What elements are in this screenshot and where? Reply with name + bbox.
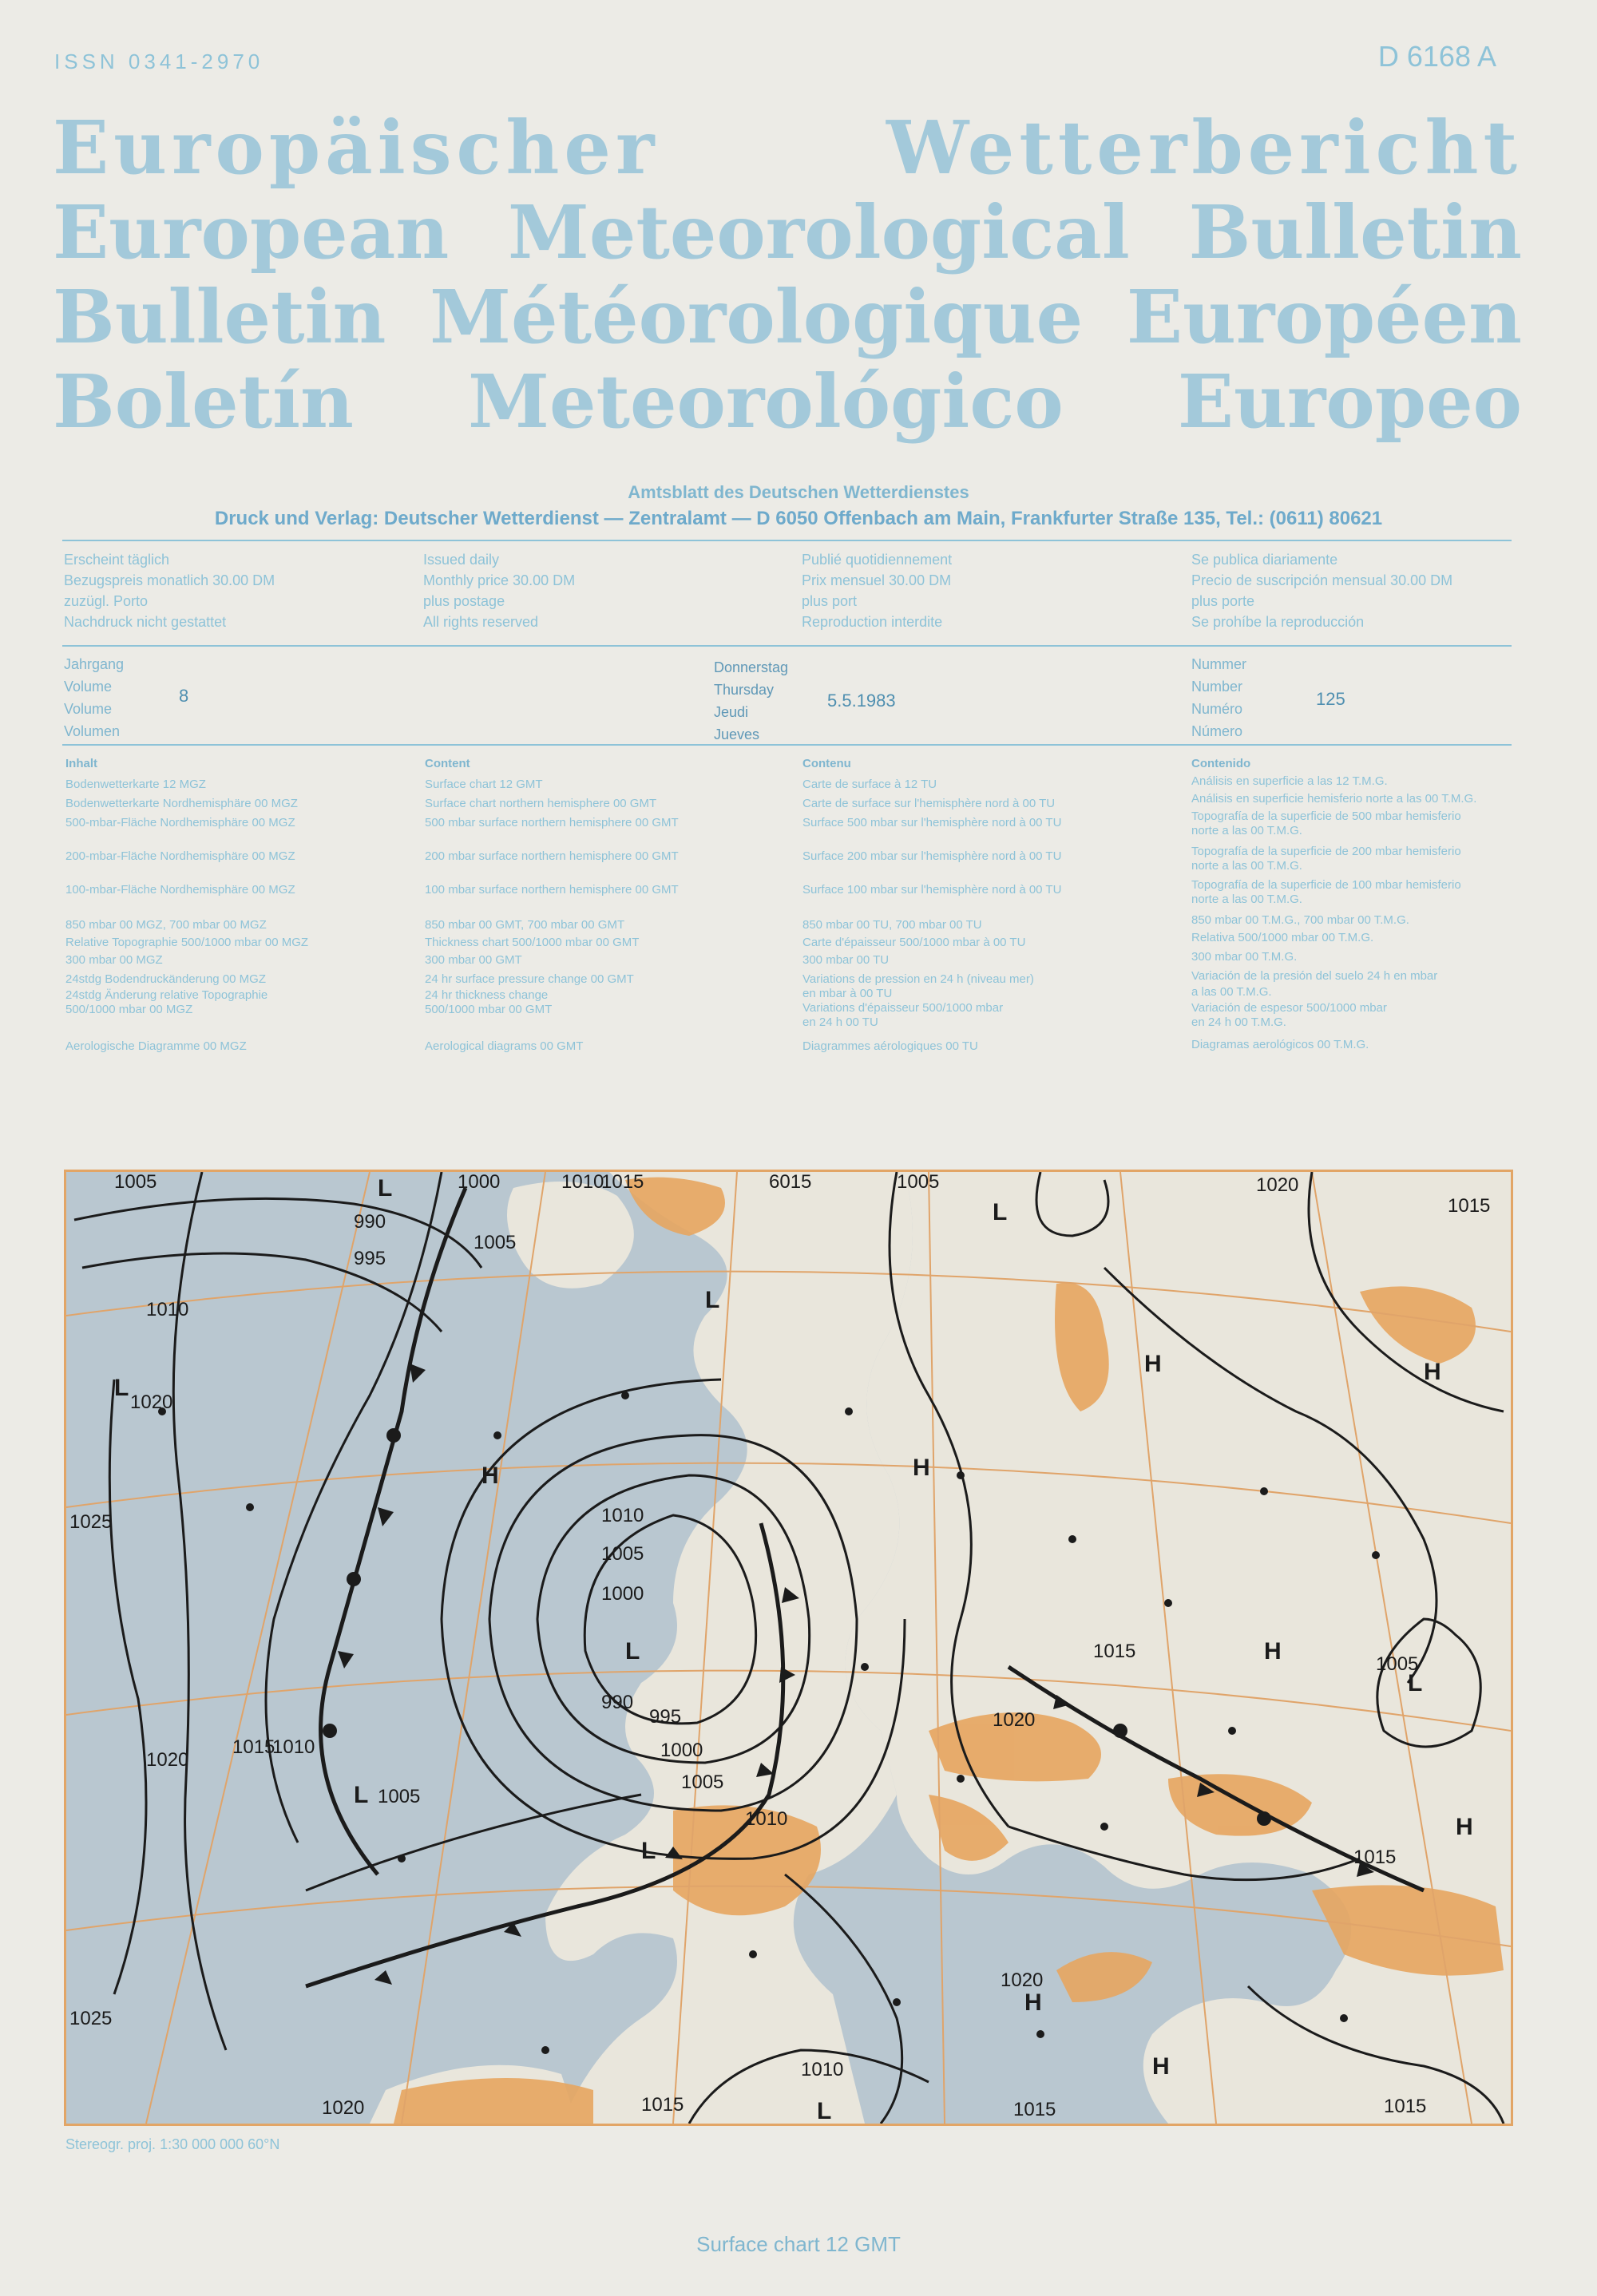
contents-item: Aerologische Diagramme 00 MGZ xyxy=(65,1039,247,1053)
isobar-label: 1005 xyxy=(114,1172,157,1193)
station-dot xyxy=(1260,1487,1268,1495)
station-dot xyxy=(493,1431,501,1439)
contents-item: 24 hr surface pressure change 00 GMT xyxy=(425,972,634,986)
isobar-label: 1005 xyxy=(474,1232,517,1253)
low-pressure-center: L xyxy=(993,1199,1008,1225)
occluded-front-triangle xyxy=(378,1507,394,1526)
isobar xyxy=(82,1253,442,1332)
isobar xyxy=(109,1380,146,1994)
isobar-label: 1025 xyxy=(69,1511,113,1533)
contents-item: Carte d'épaisseur 500/1000 mbar à 00 TU xyxy=(802,936,1026,949)
contents-item: Surface 200 mbar sur l'hemisphère nord à 00 TU xyxy=(802,849,1062,863)
high-pressure-center: H xyxy=(1152,2053,1170,2080)
volume-label: Jahrgang xyxy=(64,656,125,672)
contents-item: Surface 100 mbar sur l'hemisphère nord à 00 TU xyxy=(802,883,1062,897)
warm-front-semicircle xyxy=(347,1572,361,1586)
low-pressure-center: L xyxy=(641,1838,656,1864)
issn: ISSN 0341-2970 xyxy=(54,49,264,73)
contents-item: norte a las 00 T.M.G. xyxy=(1191,893,1302,906)
isobar-label: 1025 xyxy=(69,2008,113,2029)
contents-item: a las 00 T.M.G. xyxy=(1191,985,1272,999)
subscription-text: plus porte xyxy=(1191,593,1255,609)
contents-item: Aerological diagrams 00 GMT xyxy=(425,1039,584,1053)
document-number: D 6168 A xyxy=(1377,40,1496,73)
contents-item: norte a las 00 T.M.G. xyxy=(1191,859,1302,873)
subscription-text: plus port xyxy=(802,593,858,609)
low-pressure-center: L xyxy=(625,1638,640,1665)
occluded-front-triangle xyxy=(410,1364,426,1383)
contents-item: norte a las 00 T.M.G. xyxy=(1191,824,1302,837)
contents-heading: Content xyxy=(425,757,470,770)
occluded-front-triangle xyxy=(338,1651,354,1669)
subscription-text: Se prohíbe la reproducción xyxy=(1191,614,1365,630)
contents-item: 300 mbar 00 T.M.G. xyxy=(1191,950,1298,964)
contents-item: 200-mbar-Fläche Nordhemisphäre 00 MGZ xyxy=(65,849,295,863)
volume-value: 8 xyxy=(179,686,189,706)
map-caption: Surface chart 12 GMT xyxy=(696,2232,901,2256)
subscription-text: plus postage xyxy=(423,593,505,609)
title-word: Europeo xyxy=(1177,358,1522,445)
high-pressure-center: H xyxy=(481,1463,499,1489)
isobar-label: 1005 xyxy=(1376,1653,1419,1675)
issue-date: 5.5.1983 xyxy=(827,691,896,711)
warm-front-semicircle xyxy=(1257,1811,1271,1826)
high-pressure-center: H xyxy=(1024,1989,1042,2016)
contents-item: 850 mbar 00 T.M.G., 700 mbar 00 T.M.G. xyxy=(1191,913,1409,927)
contents-item: Thickness chart 500/1000 mbar 00 GMT xyxy=(425,936,640,949)
isobar-label: 1005 xyxy=(897,1172,940,1193)
station-dot xyxy=(1036,2030,1044,2038)
isobar-label: 1020 xyxy=(130,1391,173,1413)
terrain-greece xyxy=(1056,1952,1152,2002)
station-dot xyxy=(861,1663,869,1671)
isobar-label: 1020 xyxy=(993,1709,1036,1731)
day-label: Jueves xyxy=(714,726,760,742)
contents-item: Variación de la presión del suelo 24 h en mbar xyxy=(1191,969,1438,983)
isobar-label: 1015 xyxy=(232,1736,275,1758)
contents-item: en 24 h 00 TU xyxy=(802,1015,878,1029)
contents-item: Surface chart northern hemisphere 00 GMT xyxy=(425,797,657,810)
station-dot xyxy=(1164,1599,1172,1607)
subscription-text: zuzügl. Porto xyxy=(64,593,149,609)
issue-number: 125 xyxy=(1316,689,1345,709)
subscription-text: Bezugspreis monatlich 30.00 DM xyxy=(64,572,275,588)
title-word: Wetterbericht xyxy=(886,105,1522,191)
title-word: Bulletin xyxy=(1188,189,1522,275)
subscription-text: Precio de suscripción mensual 30.00 DM xyxy=(1191,572,1453,588)
subscription-text: Reproduction interdite xyxy=(802,614,943,630)
low-pressure-center: L xyxy=(114,1375,129,1401)
surface-weather-map xyxy=(64,1170,1513,2126)
subscription-text: Publié quotidiennement xyxy=(802,552,953,568)
contents-item: Relativa 500/1000 mbar 00 T.M.G. xyxy=(1191,931,1374,944)
isobar-label: 1015 xyxy=(1093,1641,1136,1662)
title-word: Meteorological xyxy=(508,189,1130,275)
station-dot xyxy=(845,1407,853,1415)
contents-item: 850 mbar 00 GMT, 700 mbar 00 GMT xyxy=(425,918,625,932)
isobar-label: 6015 xyxy=(769,1172,812,1193)
high-pressure-center: H xyxy=(1424,1359,1441,1385)
contents-item: 100-mbar-Fläche Nordhemisphäre 00 MGZ xyxy=(65,883,295,897)
station-dot xyxy=(1068,1535,1076,1543)
high-pressure-center: H xyxy=(1144,1351,1162,1377)
isobar-label: 1010 xyxy=(745,1808,788,1830)
station-dot xyxy=(957,1471,965,1479)
station-dot xyxy=(246,1503,254,1511)
terrain-anatolia xyxy=(1312,1885,1504,1975)
contents-item: 850 mbar 00 TU, 700 mbar 00 TU xyxy=(802,918,982,932)
isobar-label: 1010 xyxy=(601,1505,644,1526)
day-label: Donnerstag xyxy=(714,659,789,675)
contents-table xyxy=(0,0,1597,1118)
contents-item: Carte de surface à 12 TU xyxy=(802,778,937,791)
isobar-label: 1015 xyxy=(641,2094,684,2116)
contents-item: Diagramas aerológicos 00 T.M.G. xyxy=(1191,1038,1369,1051)
isobar-label: 1015 xyxy=(1353,1847,1397,1868)
volume-label: Volumen xyxy=(64,723,121,739)
low-pressure-center: L xyxy=(354,1782,369,1808)
contents-item: Topografía de la superficie de 200 mbar hemisferio xyxy=(1191,845,1461,858)
subscription-text: Issued daily xyxy=(423,552,500,568)
contents-item: Bodenwetterkarte 12 MGZ xyxy=(65,778,206,791)
contents-item: 24stdg Änderung relative Topographie xyxy=(65,988,268,1002)
title-word: Européen xyxy=(1126,274,1522,360)
day-label: Thursday xyxy=(714,682,775,698)
contents-item: Carte de surface sur l'hemisphère nord à 00 TU xyxy=(802,797,1056,810)
contents-item: en 24 h 00 T.M.G. xyxy=(1191,1015,1286,1029)
station-dot xyxy=(1372,1551,1380,1559)
station-dot xyxy=(398,1855,406,1863)
subscription-text: Erscheint täglich xyxy=(64,552,170,568)
contents-heading: Contenido xyxy=(1191,757,1251,770)
day-label: Jeudi xyxy=(714,704,749,720)
map-svg xyxy=(66,1172,1511,2124)
station-dot xyxy=(893,1998,901,2006)
subscription-text: Prix mensuel 30.00 DM xyxy=(802,572,952,588)
subscription-text: Se publica diariamente xyxy=(1191,552,1338,568)
contents-item: Bodenwetterkarte Nordhemisphäre 00 MGZ xyxy=(65,797,298,810)
title-word: Boletín xyxy=(53,358,354,445)
contents-item: Topografía de la superficie de 500 mbar hemisferio xyxy=(1191,810,1461,823)
isobar-label: 1015 xyxy=(1013,2099,1056,2120)
station-dot xyxy=(541,2046,549,2054)
contents-item: 24 hr thickness change xyxy=(425,988,549,1002)
contents-item: Variación de espesor 500/1000 mbar xyxy=(1191,1001,1387,1015)
isobar-label: 1020 xyxy=(146,1749,189,1771)
contents-item: Relative Topographie 500/1000 mbar 00 MGZ xyxy=(65,936,309,949)
title-word: Bulletin xyxy=(53,274,386,360)
contents-item: 300 mbar 00 TU xyxy=(802,953,890,967)
station-dot xyxy=(749,1950,757,1958)
volume-label: Volume xyxy=(64,701,113,717)
subscription-text: Monthly price 30.00 DM xyxy=(423,572,576,588)
low-pressure-center: L xyxy=(705,1287,720,1313)
contents-heading: Contenu xyxy=(802,757,851,770)
low-pressure-center: L xyxy=(378,1175,393,1201)
contents-item: Análisis en superficie hemisferio norte a las 00 T.M.G. xyxy=(1191,792,1477,806)
isobar-label: 990 xyxy=(601,1692,634,1713)
isobar-label: 1000 xyxy=(601,1583,644,1605)
contents-item: 200 mbar surface northern hemisphere 00 GMT xyxy=(425,849,679,863)
isobar-label: 995 xyxy=(649,1706,682,1728)
isobar-label: 1005 xyxy=(681,1771,724,1793)
title-word: Météorologique xyxy=(430,274,1084,360)
contents-item: 850 mbar 00 MGZ, 700 mbar 00 MGZ xyxy=(65,918,267,932)
contents-item: 24stdg Bodendruckänderung 00 MGZ xyxy=(65,972,266,986)
high-pressure-center: H xyxy=(913,1455,930,1481)
title-word: Meteorológico xyxy=(468,358,1064,445)
amtsblatt-line: Amtsblatt des Deutschen Wetterdienstes xyxy=(628,482,969,502)
contents-item: Surface 500 mbar sur l'hemisphère nord à 00 TU xyxy=(802,816,1062,829)
number-label: Number xyxy=(1191,679,1243,695)
contents-item: Análisis en superficie a las 12 T.M.G. xyxy=(1191,774,1388,788)
warm-front-semicircle xyxy=(1113,1724,1127,1738)
contents-item: 500 mbar surface northern hemisphere 00 GMT xyxy=(425,816,679,829)
isobar-label: 990 xyxy=(354,1211,386,1233)
number-label: Numéro xyxy=(1191,701,1243,717)
publisher-line: Druck und Verlag: Deutscher Wetterdienst — Zentralamt — D 6050 Offenbach am Main, Frankfurter Straße 135, Tel.: (0611) 80621 xyxy=(214,508,1383,529)
title-word: European xyxy=(53,189,450,275)
low-pressure-center: L xyxy=(817,2098,832,2124)
title-word: Europäischer xyxy=(53,105,660,191)
contents-item: 500/1000 mbar 00 GMT xyxy=(425,1003,553,1016)
number-label: Nummer xyxy=(1191,656,1247,672)
number-label: Número xyxy=(1191,723,1243,739)
contents-item: Diagrammes aérologiques 00 TU xyxy=(802,1039,978,1053)
contents-item: 100 mbar surface northern hemisphere 00 GMT xyxy=(425,883,679,897)
contents-item: en mbar à 00 TU xyxy=(802,987,893,1000)
map-projection-note: Stereogr. proj. 1:30 000 000 60°N xyxy=(65,2136,280,2152)
contents-item: 500/1000 mbar 00 MGZ xyxy=(65,1003,193,1016)
isobar-label: 1020 xyxy=(1001,1969,1044,1991)
contents-item: Variations d'épaisseur 500/1000 mbar xyxy=(802,1001,1004,1015)
station-dot xyxy=(1100,1823,1108,1831)
station-dot xyxy=(957,1775,965,1783)
isobar-label: 1010 xyxy=(146,1299,189,1320)
contents-item: 500-mbar-Fläche Nordhemisphäre 00 MGZ xyxy=(65,816,295,829)
contents-item: 300 mbar 00 GMT xyxy=(425,953,522,967)
contents-item: Variations de pression en 24 h (niveau mer) xyxy=(802,972,1034,986)
isobar-label: 1015 xyxy=(601,1172,644,1193)
isobar-label: 1000 xyxy=(660,1740,703,1761)
warm-front-semicircle xyxy=(386,1428,401,1443)
station-dot xyxy=(1340,2014,1348,2022)
subscription-text: Nachdruck nicht gestattet xyxy=(64,614,227,630)
isobar-label: 1015 xyxy=(1384,2096,1427,2117)
contents-heading: Inhalt xyxy=(65,757,97,770)
contents-item: 300 mbar 00 MGZ xyxy=(65,953,163,967)
isobar-label: 1015 xyxy=(1448,1195,1491,1217)
contents-item: Topografía de la superficie de 100 mbar hemisferio xyxy=(1191,878,1461,892)
isobar-label: 1010 xyxy=(272,1736,315,1758)
isobar-label: 995 xyxy=(354,1248,386,1269)
warm-front-semicircle xyxy=(323,1724,337,1738)
isobar-label: 1005 xyxy=(601,1543,644,1565)
volume-label: Volume xyxy=(64,679,113,695)
isobar-label: 1020 xyxy=(1256,1174,1299,1196)
cold-front-triangle xyxy=(374,1970,392,1985)
isobar-label: 1000 xyxy=(458,1172,501,1193)
isobar-label: 1010 xyxy=(801,2059,844,2080)
high-pressure-center: H xyxy=(1264,1638,1282,1665)
isobar-label: 1010 xyxy=(561,1172,604,1193)
isobar-label: 1005 xyxy=(378,1786,421,1807)
isobar xyxy=(74,1198,481,1268)
isobar-label: 1020 xyxy=(322,2097,365,2119)
low-pressure-center: L xyxy=(1408,1670,1423,1696)
high-pressure-center: H xyxy=(1456,1814,1473,1840)
station-dot xyxy=(1228,1727,1236,1735)
subscription-text: All rights reserved xyxy=(423,614,539,630)
station-dot xyxy=(621,1391,629,1399)
contents-item: Surface chart 12 GMT xyxy=(425,778,543,791)
